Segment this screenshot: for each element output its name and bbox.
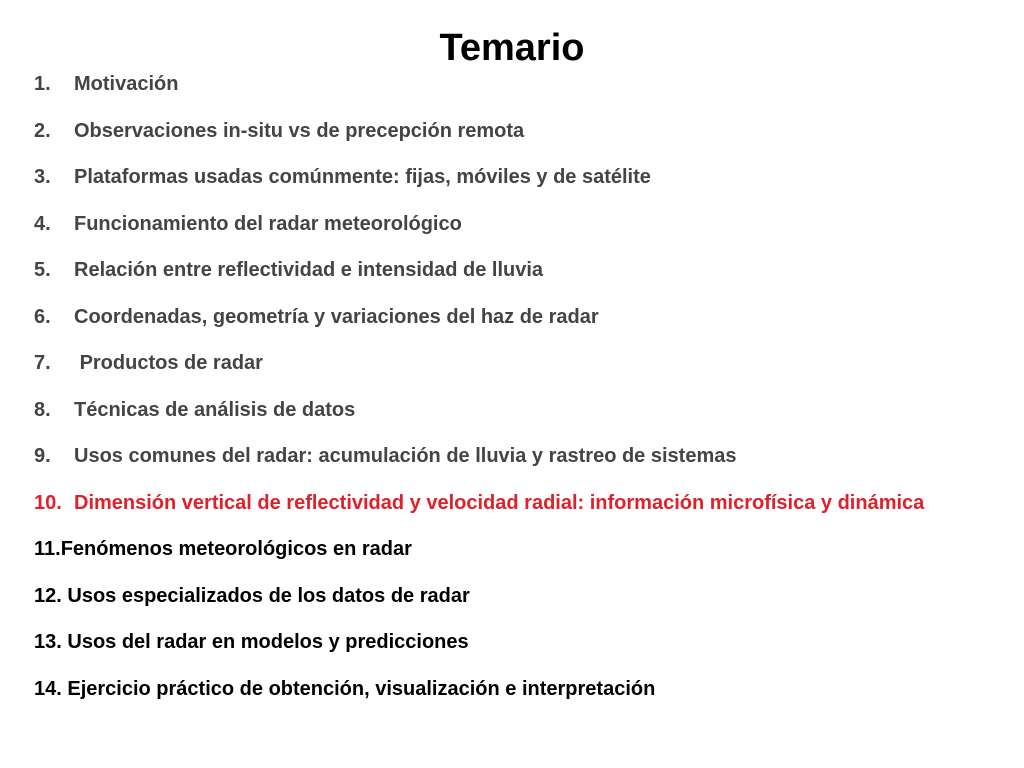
agenda-item <box>34 157 994 197</box>
agenda-list <box>34 64 994 715</box>
item-number: 11. <box>34 538 61 560</box>
item-number: 7. <box>34 352 51 374</box>
item-text: Usos comunes del radar: acumulación de lluvia y rastreo de sistemas <box>74 445 737 467</box>
slide-title: Temario <box>439 27 585 69</box>
item-number: 2. <box>34 119 51 142</box>
item-text: Plataformas usadas comúnmente: fijas, móviles y de satélite <box>74 166 651 188</box>
agenda-item <box>34 669 994 709</box>
agenda-item <box>34 111 994 151</box>
agenda-item <box>34 529 994 569</box>
item-number: 12. <box>34 584 62 607</box>
item-number: 3. <box>34 166 51 188</box>
item-text: Relación entre reflectividad e intensidad de lluvia <box>74 259 544 281</box>
agenda-item <box>34 64 994 104</box>
item-text: Productos de radar <box>74 352 263 374</box>
agenda-item <box>34 436 994 476</box>
item-number: 4. <box>34 212 51 235</box>
item-number: 13. <box>34 631 62 653</box>
item-number: 5. <box>34 259 51 281</box>
agenda-item-current <box>34 483 994 523</box>
agenda-item <box>34 622 994 662</box>
item-number: 8. <box>34 398 51 421</box>
item-text: Fenómenos meteorológicos en radar <box>60 538 412 560</box>
item-text: Ejercicio práctico de obtención, visualización e interpretación <box>61 677 656 700</box>
item-number: 14. <box>34 677 62 700</box>
item-text: Dimensión vertical de reflectividad y velocidad radial: información microfísica y dinámica <box>74 491 925 514</box>
agenda-item <box>34 343 994 383</box>
agenda-item <box>34 390 994 430</box>
item-text: Usos especializados de los datos de radar <box>61 584 470 607</box>
item-text: Usos del radar en modelos y predicciones <box>61 631 469 653</box>
item-text: Observaciones in-situ vs de precepción remota <box>74 119 525 142</box>
agenda-item <box>34 576 994 616</box>
agenda-item <box>34 297 994 337</box>
agenda-item <box>34 204 994 244</box>
item-text: Motivación <box>74 73 179 95</box>
item-number: 10. <box>34 491 62 514</box>
item-text: Funcionamiento del radar meteorológico <box>74 212 462 235</box>
item-number: 1. <box>34 73 51 95</box>
item-text: Técnicas de análisis de datos <box>74 398 356 421</box>
item-text: Coordenadas, geometría y variaciones del haz de radar <box>74 305 599 328</box>
item-number: 6. <box>34 305 51 328</box>
agenda-item <box>34 250 994 290</box>
item-number: 9. <box>34 445 51 467</box>
